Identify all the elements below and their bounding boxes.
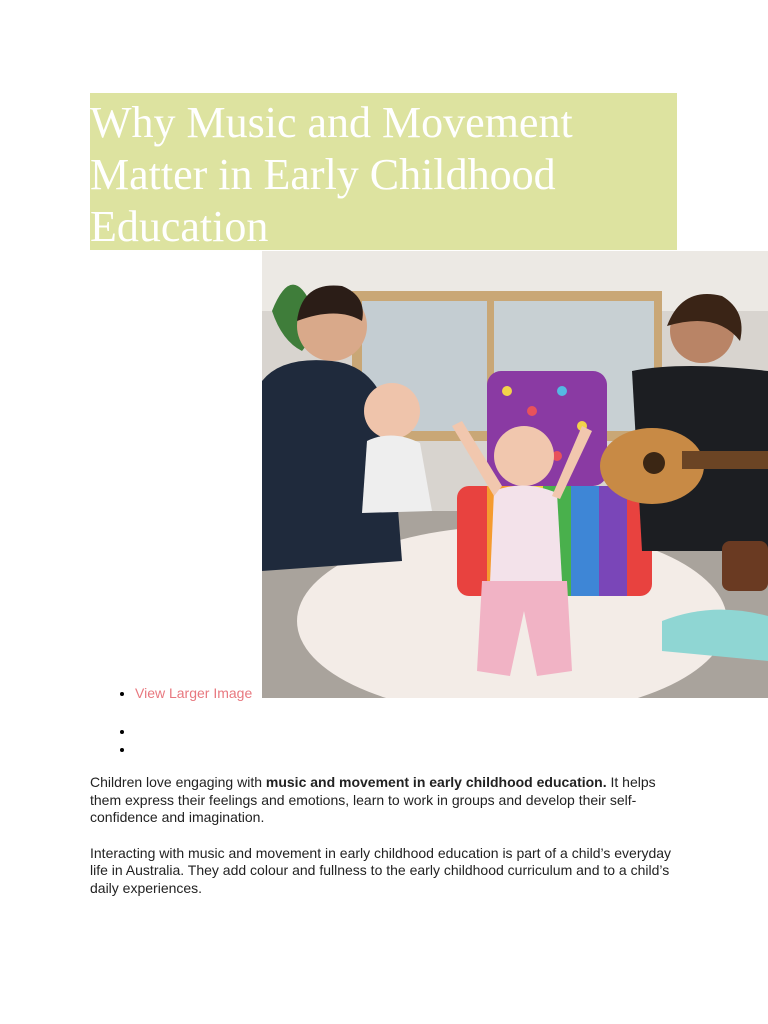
title-banner [90, 93, 677, 250]
article-body [90, 774, 685, 915]
paragraph-intro [90, 774, 685, 827]
paragraph-second: Interacting with music and movement in early childhood education is part of a child’s everyday life in Australia. They add colour and fullness to the early childhood curriculum and to a child’s daily experiences. [90, 844, 672, 896]
image-link-list [90, 684, 252, 702]
photo-music-class-icon [262, 251, 768, 698]
article-photo [262, 251, 768, 698]
paragraph-intro-text: Children love engaging with [90, 774, 266, 790]
paragraph-intro-rest: It helps them express their feelings and emotions, learn to work in groups and develop their self-confidence and imagination. [90, 774, 656, 825]
paragraph-intro-bold: music and movement in early childhood education. [265, 774, 607, 790]
view-larger-image-link[interactable]: View Larger Image [135, 685, 253, 701]
page-title: Why Music and Movement Matter in Early Childhood Education [90, 98, 573, 251]
empty-bullet-list [90, 722, 135, 758]
list-item [135, 684, 252, 702]
